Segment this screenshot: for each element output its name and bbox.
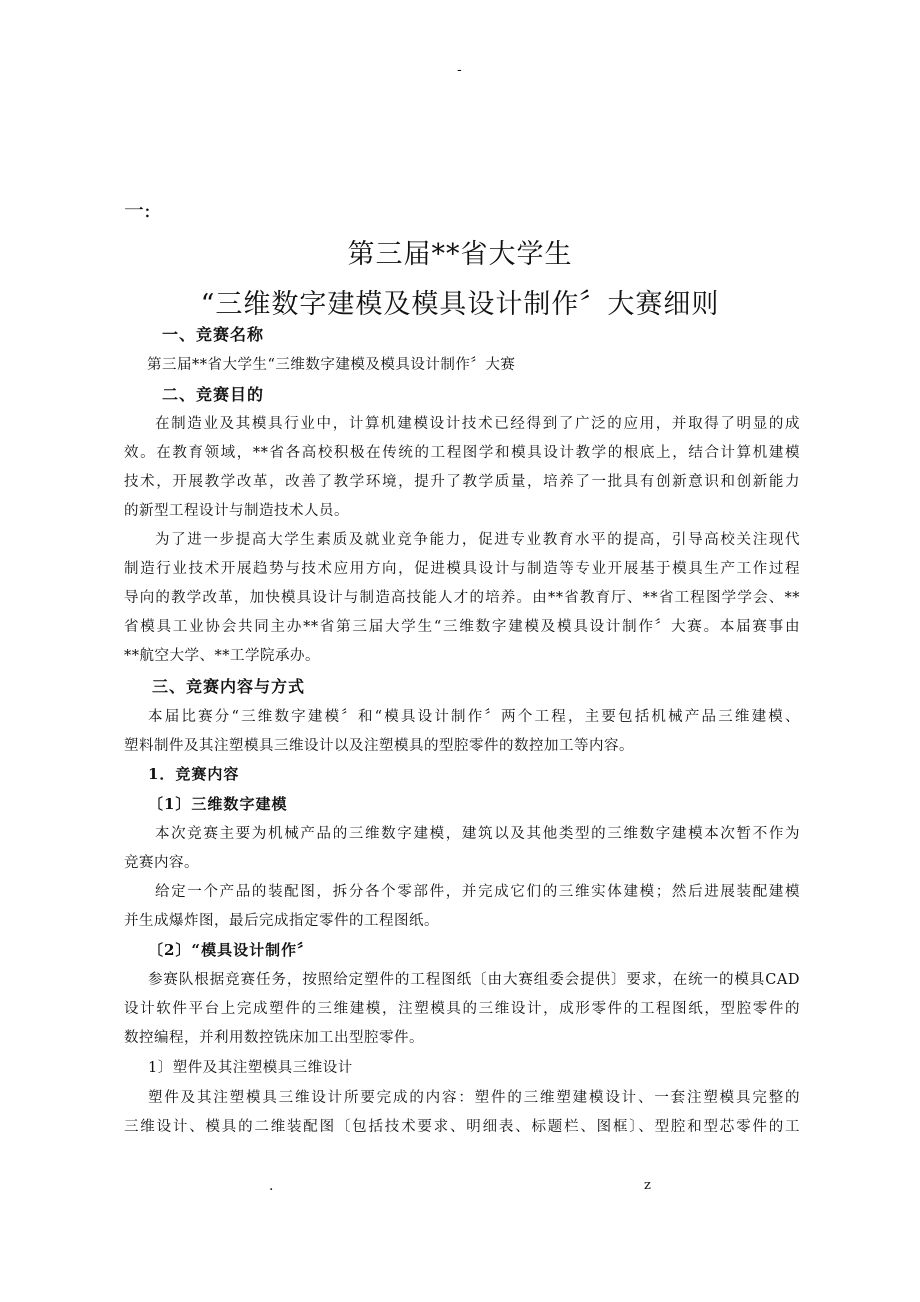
paragraph-line: 的新型工程设计与制造技术人员。: [124, 503, 349, 519]
subheading-plastic-part-design: 1〕塑件及其注塑模具三维设计: [148, 1060, 353, 1076]
section-heading-content-and-method: 三、竞赛内容与方式: [152, 677, 306, 696]
subheading-mold-design: 〔2〕“模具设计制作〞: [148, 941, 314, 959]
paragraph-line: **航空大学、**工学院承办。: [124, 648, 320, 664]
page-title-line1: 第三届**省大学生: [347, 239, 573, 270]
paragraph-line: 塑件及其注塑模具三维设计所要完成的内容：塑件的三维塑建模设计、一套注塑模具完整的: [148, 1090, 800, 1106]
paragraph-line: 效。在教育领域，**省各高校积极在传统的工程图学和模具设计教学的根底上，结合计算机建模: [124, 445, 800, 461]
paragraph-line: 并生成爆炸图，最后完成指定零件的工程图纸。: [124, 913, 439, 929]
section-heading-competition-name: 一、竞赛名称: [162, 325, 265, 344]
paragraph-line: 竞赛内容。: [124, 855, 199, 871]
footer-right-mark: z: [644, 1178, 651, 1193]
paragraph-line: 设计软件平台上完成塑件的三维建模，注塑模具的三维设计，成形零件的工程图纸，型腔零件的: [124, 1001, 800, 1017]
subheading-competition-content: 1．竞赛内容: [148, 765, 240, 783]
paragraph-line: 制造行业技术开展趋势与技术应用方向，促进模具设计与制造等专业开展基于模具生产工作过程: [124, 561, 800, 577]
paragraph-line: 省模具工业协会共同主办**省第三届大学生“三维数字建模及模具设计制作〞大赛。本届赛事由: [124, 619, 800, 635]
paragraph-line: 技术，开展教学改革，改善了教学环境，提升了教学质量，培养了一批具有创新意识和创新能力: [124, 474, 800, 490]
paragraph-line: 本次竞赛主要为机械产品的三维数字建模，建筑以及其他类型的三维数字建模本次暂不作为: [155, 826, 800, 842]
paragraph-line: 给定一个产品的装配图，拆分各个零部件，并完成它们的三维实体建模；然后进展装配建模: [155, 884, 800, 900]
paragraph-line: 导向的教学改革，加快模具设计与制造高技能人才的培养。由**省教育厅、**省工程图学学会、**: [124, 590, 800, 606]
paragraph-line: 参赛队根据竞赛任务，按照给定塑件的工程图纸〔由大赛组委会提供〕要求，在统一的模具CAD: [148, 972, 800, 988]
competition-name-text: 第三届**省大学生“三维数字建模及模具设计制作〞大赛: [147, 357, 516, 373]
paragraph-line: 本届比赛分“三维数字建模〞和“模具设计制作〞两个工程，主要包括机械产品三维建模、: [148, 709, 800, 725]
paragraph-line: 塑料制件及其注塑模具三维设计以及注塑模具的型腔零件的数控加工等内容。: [124, 738, 634, 754]
paragraph-line: 三维设计、模具的二维装配图〔包括技术要求、明细表、标题栏、图框〕、型腔和型芯零件的工: [124, 1119, 800, 1135]
paragraph-line: 为了进一步提高大学生素质及就业竞争能力，促进专业教育水平的提高，引导高校关注现代: [155, 532, 800, 548]
subheading-3d-modeling: 〔1〕三维数字建模: [148, 795, 288, 813]
section-heading-competition-purpose: 二、竞赛目的: [162, 385, 265, 404]
paragraph-line: 在制造业及其模具行业中，计算机建模设计技术已经得到了广泛的应用，并取得了明显的成: [155, 416, 800, 432]
footer-left-mark: .: [269, 1178, 274, 1194]
section-number-label: 一:: [124, 198, 151, 222]
page-title-line2: “三维数字建模及模具设计制作〞大赛细则: [200, 289, 720, 320]
header-mark: -: [457, 62, 462, 78]
paragraph-line: 数控编程，并利用数控铣床加工出型腔零件。: [124, 1030, 424, 1046]
